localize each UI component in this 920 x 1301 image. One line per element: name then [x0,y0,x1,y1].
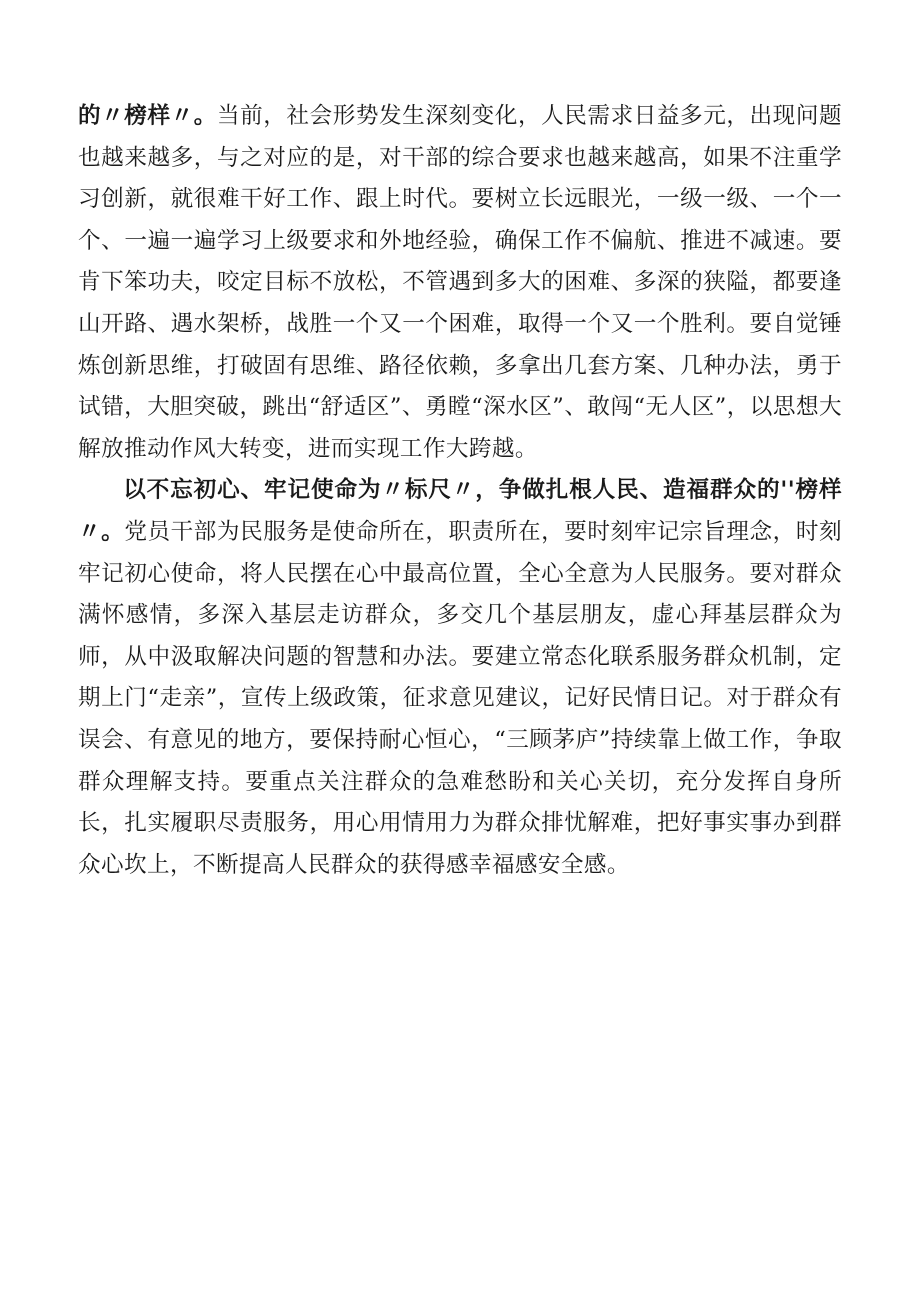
document-page [78,96,842,886]
paragraph-2-body: 党员干部为民服务是使命所在，职责所在，要时刻牢记宗旨理念，时刻牢记初心使命，将人民摆在心中最高位置，全心全意为人民服务。要对群众满怀感情，多深入基层走访群众，多交几个基层朋友，虚心拜基层群众为师，从中汲取解决问题的智慧和办法。要建立常态化联系服务群众机制，定期上门“走亲”，宣传上级政策，征求意见建议，记好民情日记。对于群众有误会、有意见的地方，要保持耐心恒心，“三顾茅庐”持续靠上做工作，争取群众理解支持。要重点关注群众的急难愁盼和关心关切，充分发挥自身所长，扎实履职尽责服务，用心用情用力为群众排忧解难，把好事实事办到群众心坎上，不断提高人民群众的获得感幸福感安全感。 [78,518,842,878]
paragraph-2 [78,470,842,886]
paragraph-2-heading: 以不忘初心、牢记使命为〃标尺〃，争做扎根人民、造福群众的''榜样〃。 [78,477,842,545]
paragraph-1-heading: 的〃榜样〃。 [78,103,217,129]
paragraph-1-body: 当前，社会形势发生深刻变化，人民需求日益多元，出现问题也越来越多，与之对应的是，对干部的综合要求也越来越高，如果不注重学习创新，就很难干好工作、跟上时代。要树立长远眼光，一级一级、一个一个、一遍一遍学习上级要求和外地经验，确保工作不偏航、推进不减速。要肯下笨功夫，咬定目标不放松，不管遇到多大的困难、多深的狭隘，都要逢山开路、遇水架桥，战胜一个又一个困难，取得一个又一个胜利。要自觉锤炼创新思维，打破固有思维、路径依赖，多拿出几套方案、几种办法，勇于试错，大胆突破，跳出“舒适区”、勇瞠“深水区”、敢闯“无人区”，以思想大解放推动作风大转变，进而实现工作大跨越。 [78,103,842,462]
paragraph-1 [78,96,842,470]
